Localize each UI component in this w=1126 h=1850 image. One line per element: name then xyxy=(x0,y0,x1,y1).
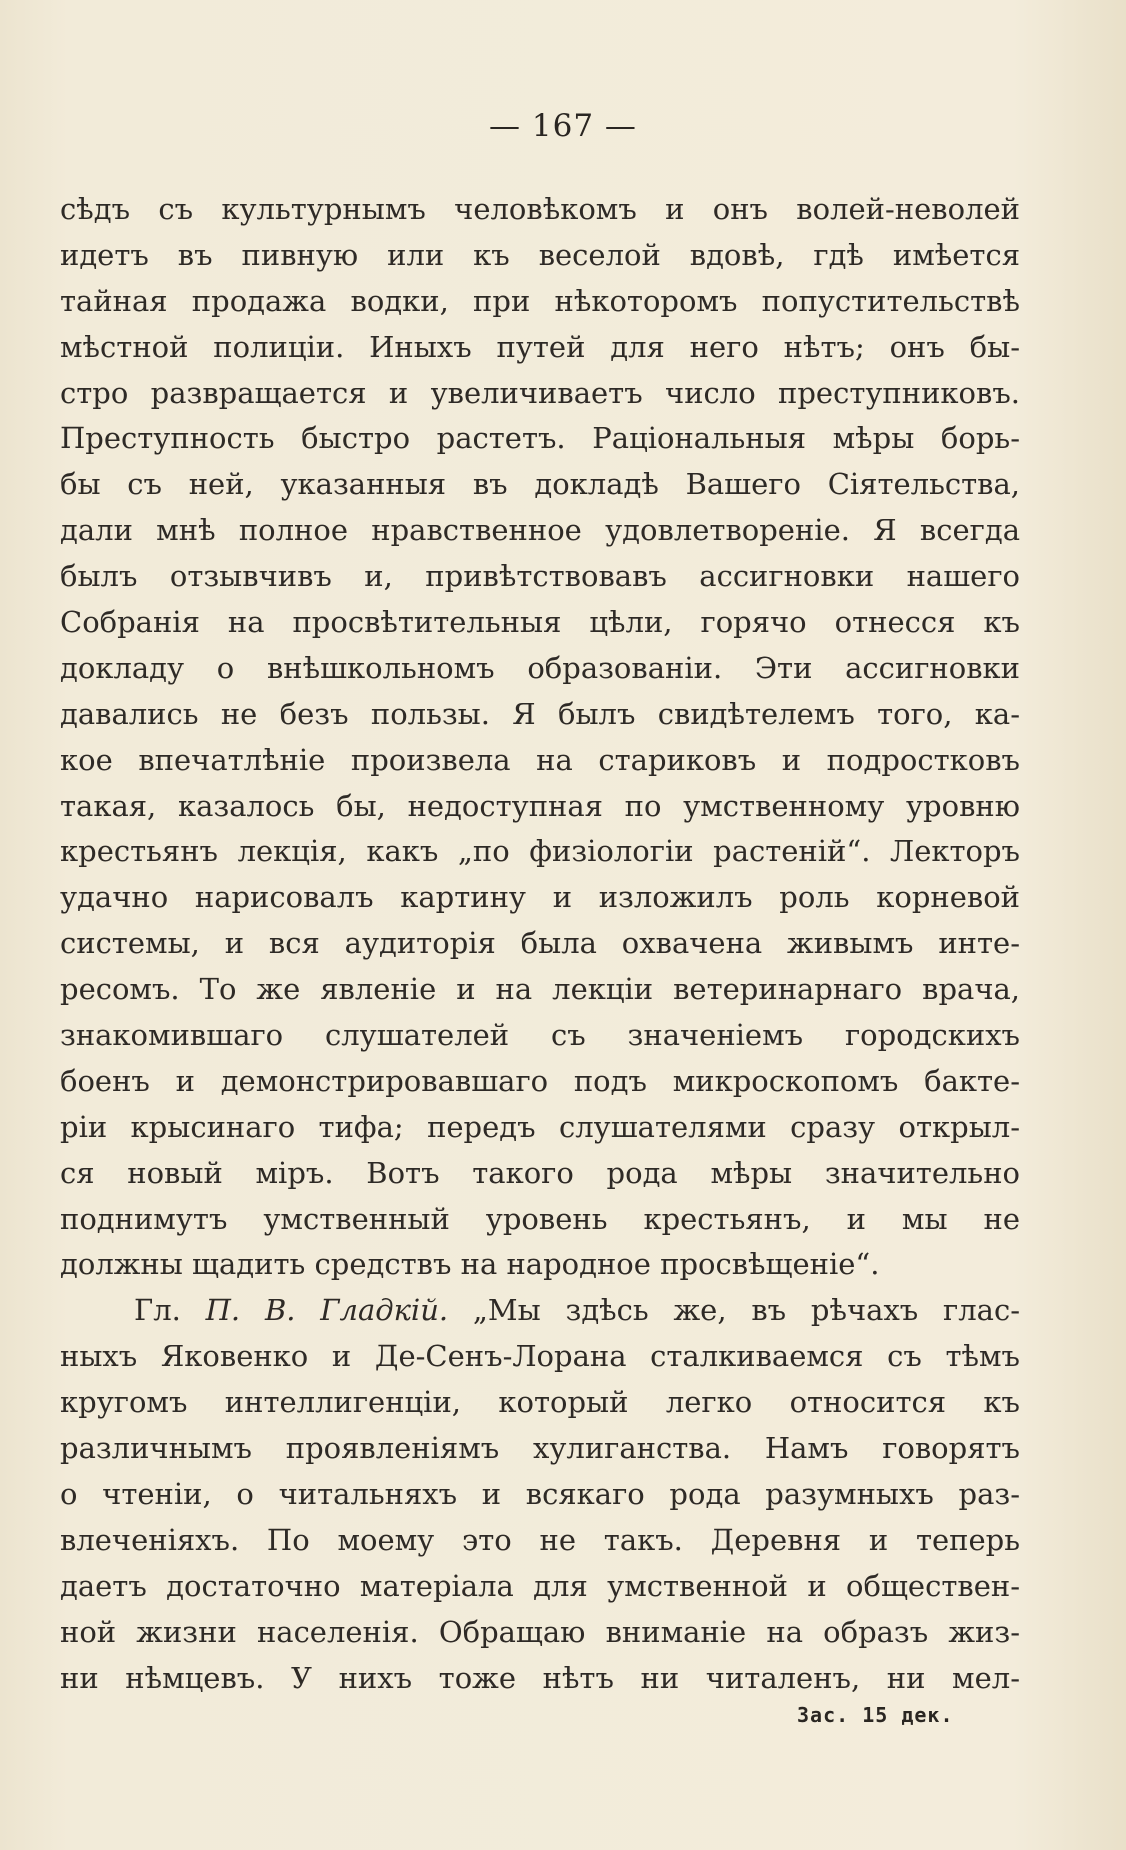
text-line: Собранія на просвѣтительныя цѣли, горячо отнесся къ xyxy=(60,605,1020,640)
speaker-line xyxy=(60,1288,1020,1334)
text-line: кругомъ интеллигенціи, который легко относится къ xyxy=(60,1385,1020,1420)
text-line: влеченіяхъ. По моему это не такъ. Деревня и теперь xyxy=(60,1522,1020,1557)
text-line: ныхъ Яковенко и Де-Сенъ-Лорана сталкиваемся съ тѣмъ xyxy=(60,1339,1020,1374)
text-line: знакомившаго слушателей съ значеніемъ городскихъ xyxy=(60,1018,1020,1053)
text-line: боенъ и демонстрировавшаго подъ микроскопомъ бакте- xyxy=(60,1063,1020,1098)
speaker-prefix: Гл. xyxy=(134,1293,206,1328)
text-line: ся новый міръ. Вотъ такого рода мѣры значительно xyxy=(60,1155,1020,1190)
text-line: такая, казалось бы, недоступная по умственному уровню xyxy=(60,788,1020,823)
speaker-quote-start: „Мы здѣсь же, въ рѣчахъ глас- xyxy=(448,1293,1020,1328)
text-line: бы съ ней, указанныя въ докладѣ Вашего Сіятельства, xyxy=(60,467,1020,502)
text-line: стро развращается и увеличиваетъ число преступниковъ. xyxy=(60,375,1020,410)
body-text xyxy=(60,187,1020,1701)
text-line: ни нѣмцевъ. У нихъ тоже нѣтъ ни читаленъ, ни мел- xyxy=(60,1660,1020,1695)
text-line: давались не безъ пользы. Я былъ свидѣтелемъ того, ка- xyxy=(60,696,1020,731)
text-line: системы, и вся аудиторія была охвачена живымъ инте- xyxy=(60,926,1020,961)
text-line: докладу о внѣшкольномъ образованіи. Эти ассигновки xyxy=(60,650,1020,685)
text-line: мѣстной полиціи. Иныхъ путей для него нѣтъ; онъ бы- xyxy=(60,329,1020,364)
page-number: — 167 — xyxy=(489,108,637,144)
text-line: дали мнѣ полное нравственное удовлетвореніе. Я всегда xyxy=(60,513,1020,548)
text-line: ной жизни населенія. Обращаю вниманіе на образъ жиз- xyxy=(60,1614,1020,1649)
text-line: Преступность быстро растетъ. Раціональныя мѣры борь- xyxy=(60,421,1020,456)
text-line: поднимутъ умственный уровень крестьянъ, и мы не xyxy=(60,1201,1020,1236)
text-line: даетъ достаточно матеріала для умственной и обществен- xyxy=(60,1568,1020,1603)
text-line: крестьянъ лекція, какъ „по физіологіи растеній“. Лекторъ xyxy=(60,834,1020,869)
text-line: былъ отзывчивъ и, привѣтствовавъ ассигновки нашего xyxy=(60,559,1020,594)
text-line: идетъ въ пивную или къ веселой вдовѣ, гдѣ имѣется xyxy=(60,237,1020,272)
speaker-name: П. В. Гладкій. xyxy=(205,1293,449,1328)
text-line: кое впечатлѣніе произвела на стариковъ и подростковъ xyxy=(60,742,1020,777)
text-line: различнымъ проявленіямъ хулиганства. Намъ говорятъ xyxy=(60,1431,1020,1466)
text-line: удачно нарисовалъ картину и изложилъ роль корневой xyxy=(60,880,1020,915)
text-line: тайная продажа водки, при нѣкоторомъ попустительствѣ xyxy=(60,283,1020,318)
text-line: о чтеніи, о читальняхъ и всякаго рода разумныхъ раз- xyxy=(60,1476,1020,1511)
text-line: ріи крысинаго тифа; передъ слушателями сразу открыл- xyxy=(60,1109,1020,1144)
text-line: сѣдъ съ культурнымъ человѣкомъ и онъ волей-неволей xyxy=(60,192,1020,226)
paragraph-end-line: должны щадить средствъ на народное просвѣщеніе“. xyxy=(60,1247,880,1282)
text-line: ресомъ. То же явленіе и на лекціи ветеринарнаго врача, xyxy=(60,972,1020,1007)
printer-signature: Зас. 15 дек. xyxy=(797,1703,954,1727)
